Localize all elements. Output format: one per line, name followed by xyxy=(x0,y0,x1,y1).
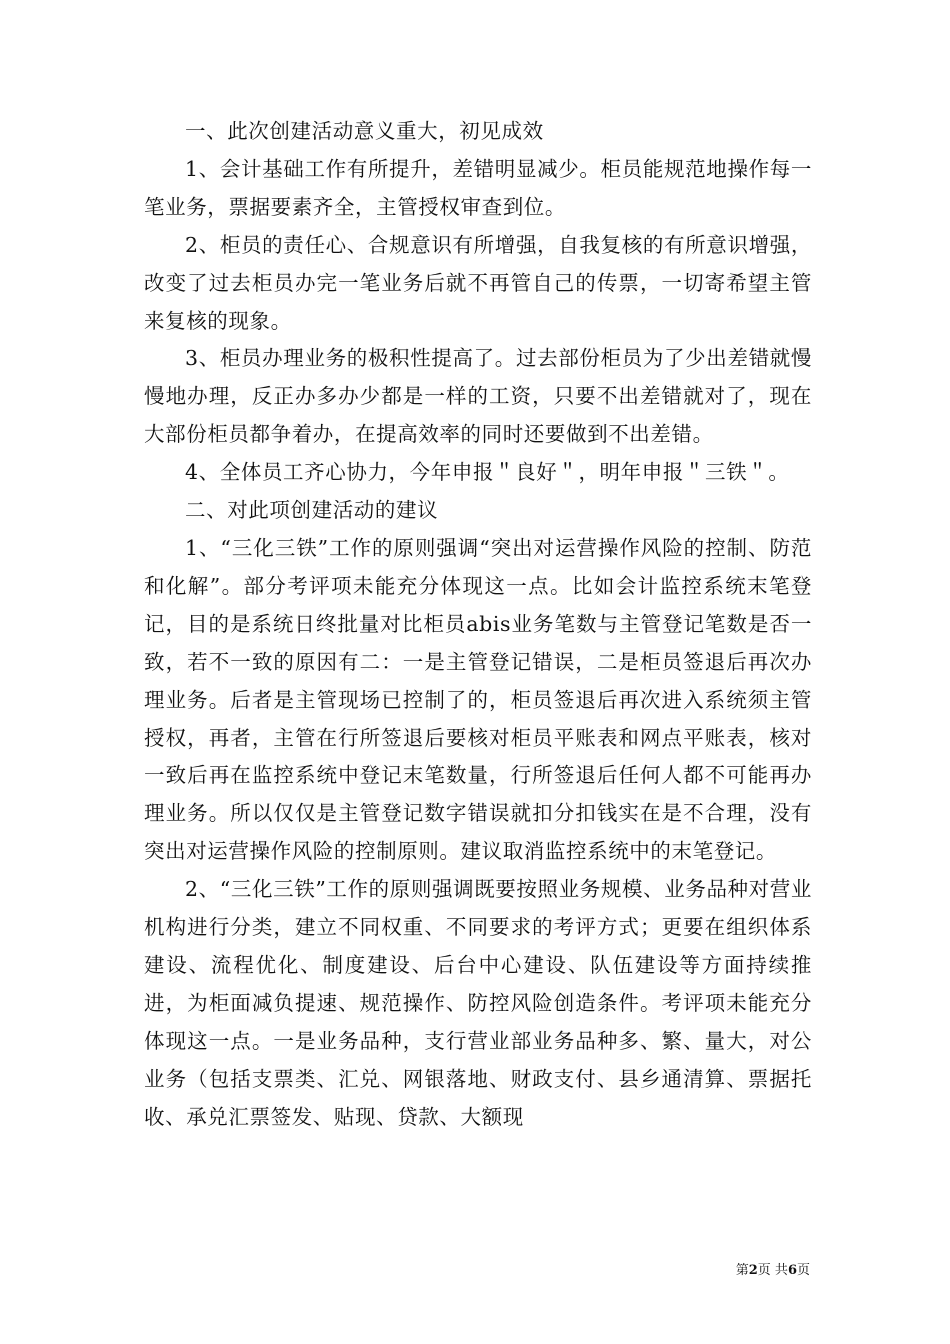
heading-section-1: 一、此次创建活动意义重大，初见成效 xyxy=(185,119,544,143)
paragraph-item-2: 2、柜员的责任心、合规意识有所增强，自我复核的有所意识增强，改变了过去柜员办完一笔业务后就不再管自己的传票，一切寄希望主管来复核的现象。 xyxy=(144,232,812,333)
paragraph-item-3: 3、柜员办理业务的极积性提高了。过去部份柜员为了少出差错就慢慢地办理，反正办多办少都是一样的工资，只要不出差错就对了，现在大部份柜员都争着办，在提高效率的同时还要做到不出差错。 xyxy=(144,346,812,447)
paragraph-suggestion-2: 2、“三化三铁”工作的原则强调既要按照业务规模、业务品种对营业机构进行分类，建立不同权重、不同要求的考评方式；更要在组织体系建设、流程优化、制度建设、后台中心建设、队伍建设等方面持续推进，为柜面减负提速、规范操作、防控风险创造条件。考评项未能充分体现这一点。一是业务品种，支行营业部业务品种多、繁、量大，对公业务（包括支票类、汇兑、网银落地、财政支付、县乡通清算、票据托收、承兑汇票签发、贴现、贷款、大额现 xyxy=(144,877,812,1129)
heading-section-2: 二、对此项创建活动的建议 xyxy=(185,498,439,523)
footer-suffix: 页 xyxy=(796,1263,810,1278)
footer-prefix: 第 xyxy=(735,1263,749,1278)
footer-total-pages: 6 xyxy=(787,1263,797,1278)
footer-page-number: 2 xyxy=(748,1263,758,1278)
document-body xyxy=(144,113,812,1136)
paragraph-item-4: 4、全体员工齐心协力，今年申报＂良好＂，明年申报＂三铁＂。 xyxy=(185,460,790,485)
footer-middle: 页 共 xyxy=(757,1263,788,1278)
paragraph-suggestion-1: 1、“三化三铁”工作的原则强调“突出对运营操作风险的控制、防范和化解”。部分考评项未能充分体现这一点。比如会计监控系统末笔登记，目的是系统日终批量对比柜员abis业务笔数与主管登记笔数是否一致，若不一致的原因有二：一是主管登记错误，二是柜员签退后再次办理业务。后者是主管现场已控制了的，柜员签退后再次进入系统须主管授权，再者，主管在行所签退后要核对柜员平账表和网点平账表，核对一致后再在监控系统中登记末笔数量，行所签退后任何人都不可能再办理业务。所以仅仅是主管登记数字错误就扣分扣钱实在是不合理，没有突出对运营操作风险的控制原则。建议取消监控系统中的末笔登记。 xyxy=(144,535,812,864)
page-footer xyxy=(660,1262,810,1280)
paragraph-item-1: 1、会计基础工作有所提升，差错明显减少。柜员能规范地操作每一笔业务，票据要素齐全，主管授权审查到位。 xyxy=(144,156,812,219)
